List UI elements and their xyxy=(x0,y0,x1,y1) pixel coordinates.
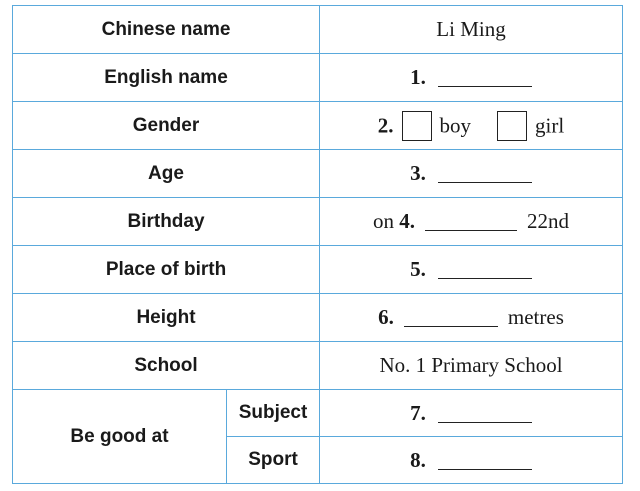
label-height: Height xyxy=(13,294,320,342)
label-school: School xyxy=(13,342,320,390)
answer-blank-3[interactable] xyxy=(438,164,532,183)
answer-place-of-birth xyxy=(320,246,623,294)
question-number: 6. xyxy=(378,305,394,329)
label-english-name: English name xyxy=(13,54,320,102)
label-place-of-birth: Place of birth xyxy=(13,246,320,294)
answer-age xyxy=(320,150,623,198)
info-form-table xyxy=(12,5,623,484)
row-place-of-birth xyxy=(13,246,623,294)
question-number: 7. xyxy=(410,400,426,425)
answer-sport xyxy=(320,437,623,484)
question-number: 8. xyxy=(410,447,426,472)
value-school: No. 1 Primary School xyxy=(320,342,623,390)
answer-subject xyxy=(320,390,623,437)
answer-birthday xyxy=(320,198,623,246)
row-english-name xyxy=(13,54,623,102)
label-sport: Sport xyxy=(227,437,320,484)
answer-blank-7[interactable] xyxy=(438,404,532,423)
answer-blank-8[interactable] xyxy=(438,451,532,470)
row-gender xyxy=(13,102,623,150)
label-gender: Gender xyxy=(13,102,320,150)
row-height xyxy=(13,294,623,342)
question-number: 1. xyxy=(410,65,426,89)
answer-height xyxy=(320,294,623,342)
label-be-good-at: Be good at xyxy=(13,390,227,484)
row-subject xyxy=(13,390,623,437)
checkbox-boy[interactable] xyxy=(402,111,432,141)
birthday-suffix: 22nd xyxy=(527,209,570,233)
label-subject: Subject xyxy=(227,390,320,437)
answer-blank-1[interactable] xyxy=(438,68,532,87)
question-number: 4. xyxy=(399,209,416,233)
answer-blank-6[interactable] xyxy=(404,308,498,327)
label-birthday: Birthday xyxy=(13,198,320,246)
answer-gender xyxy=(320,102,623,150)
height-unit: metres xyxy=(507,305,564,329)
question-number: 5. xyxy=(410,257,426,281)
answer-blank-5[interactable] xyxy=(438,260,532,279)
row-birthday xyxy=(13,198,623,246)
question-number: 2. xyxy=(377,113,394,137)
birthday-prefix: on xyxy=(373,209,395,233)
question-number: 3. xyxy=(410,161,426,185)
answer-english-name xyxy=(320,54,623,102)
option-girl-label: girl xyxy=(535,113,565,137)
checkbox-girl[interactable] xyxy=(497,111,527,141)
label-chinese-name: Chinese name xyxy=(13,6,320,54)
label-age: Age xyxy=(13,150,320,198)
answer-blank-4[interactable] xyxy=(425,212,517,231)
row-school xyxy=(13,342,623,390)
row-age xyxy=(13,150,623,198)
row-chinese-name xyxy=(13,6,623,54)
value-chinese-name: Li Ming xyxy=(320,6,623,54)
option-boy-label: boy xyxy=(439,113,472,137)
